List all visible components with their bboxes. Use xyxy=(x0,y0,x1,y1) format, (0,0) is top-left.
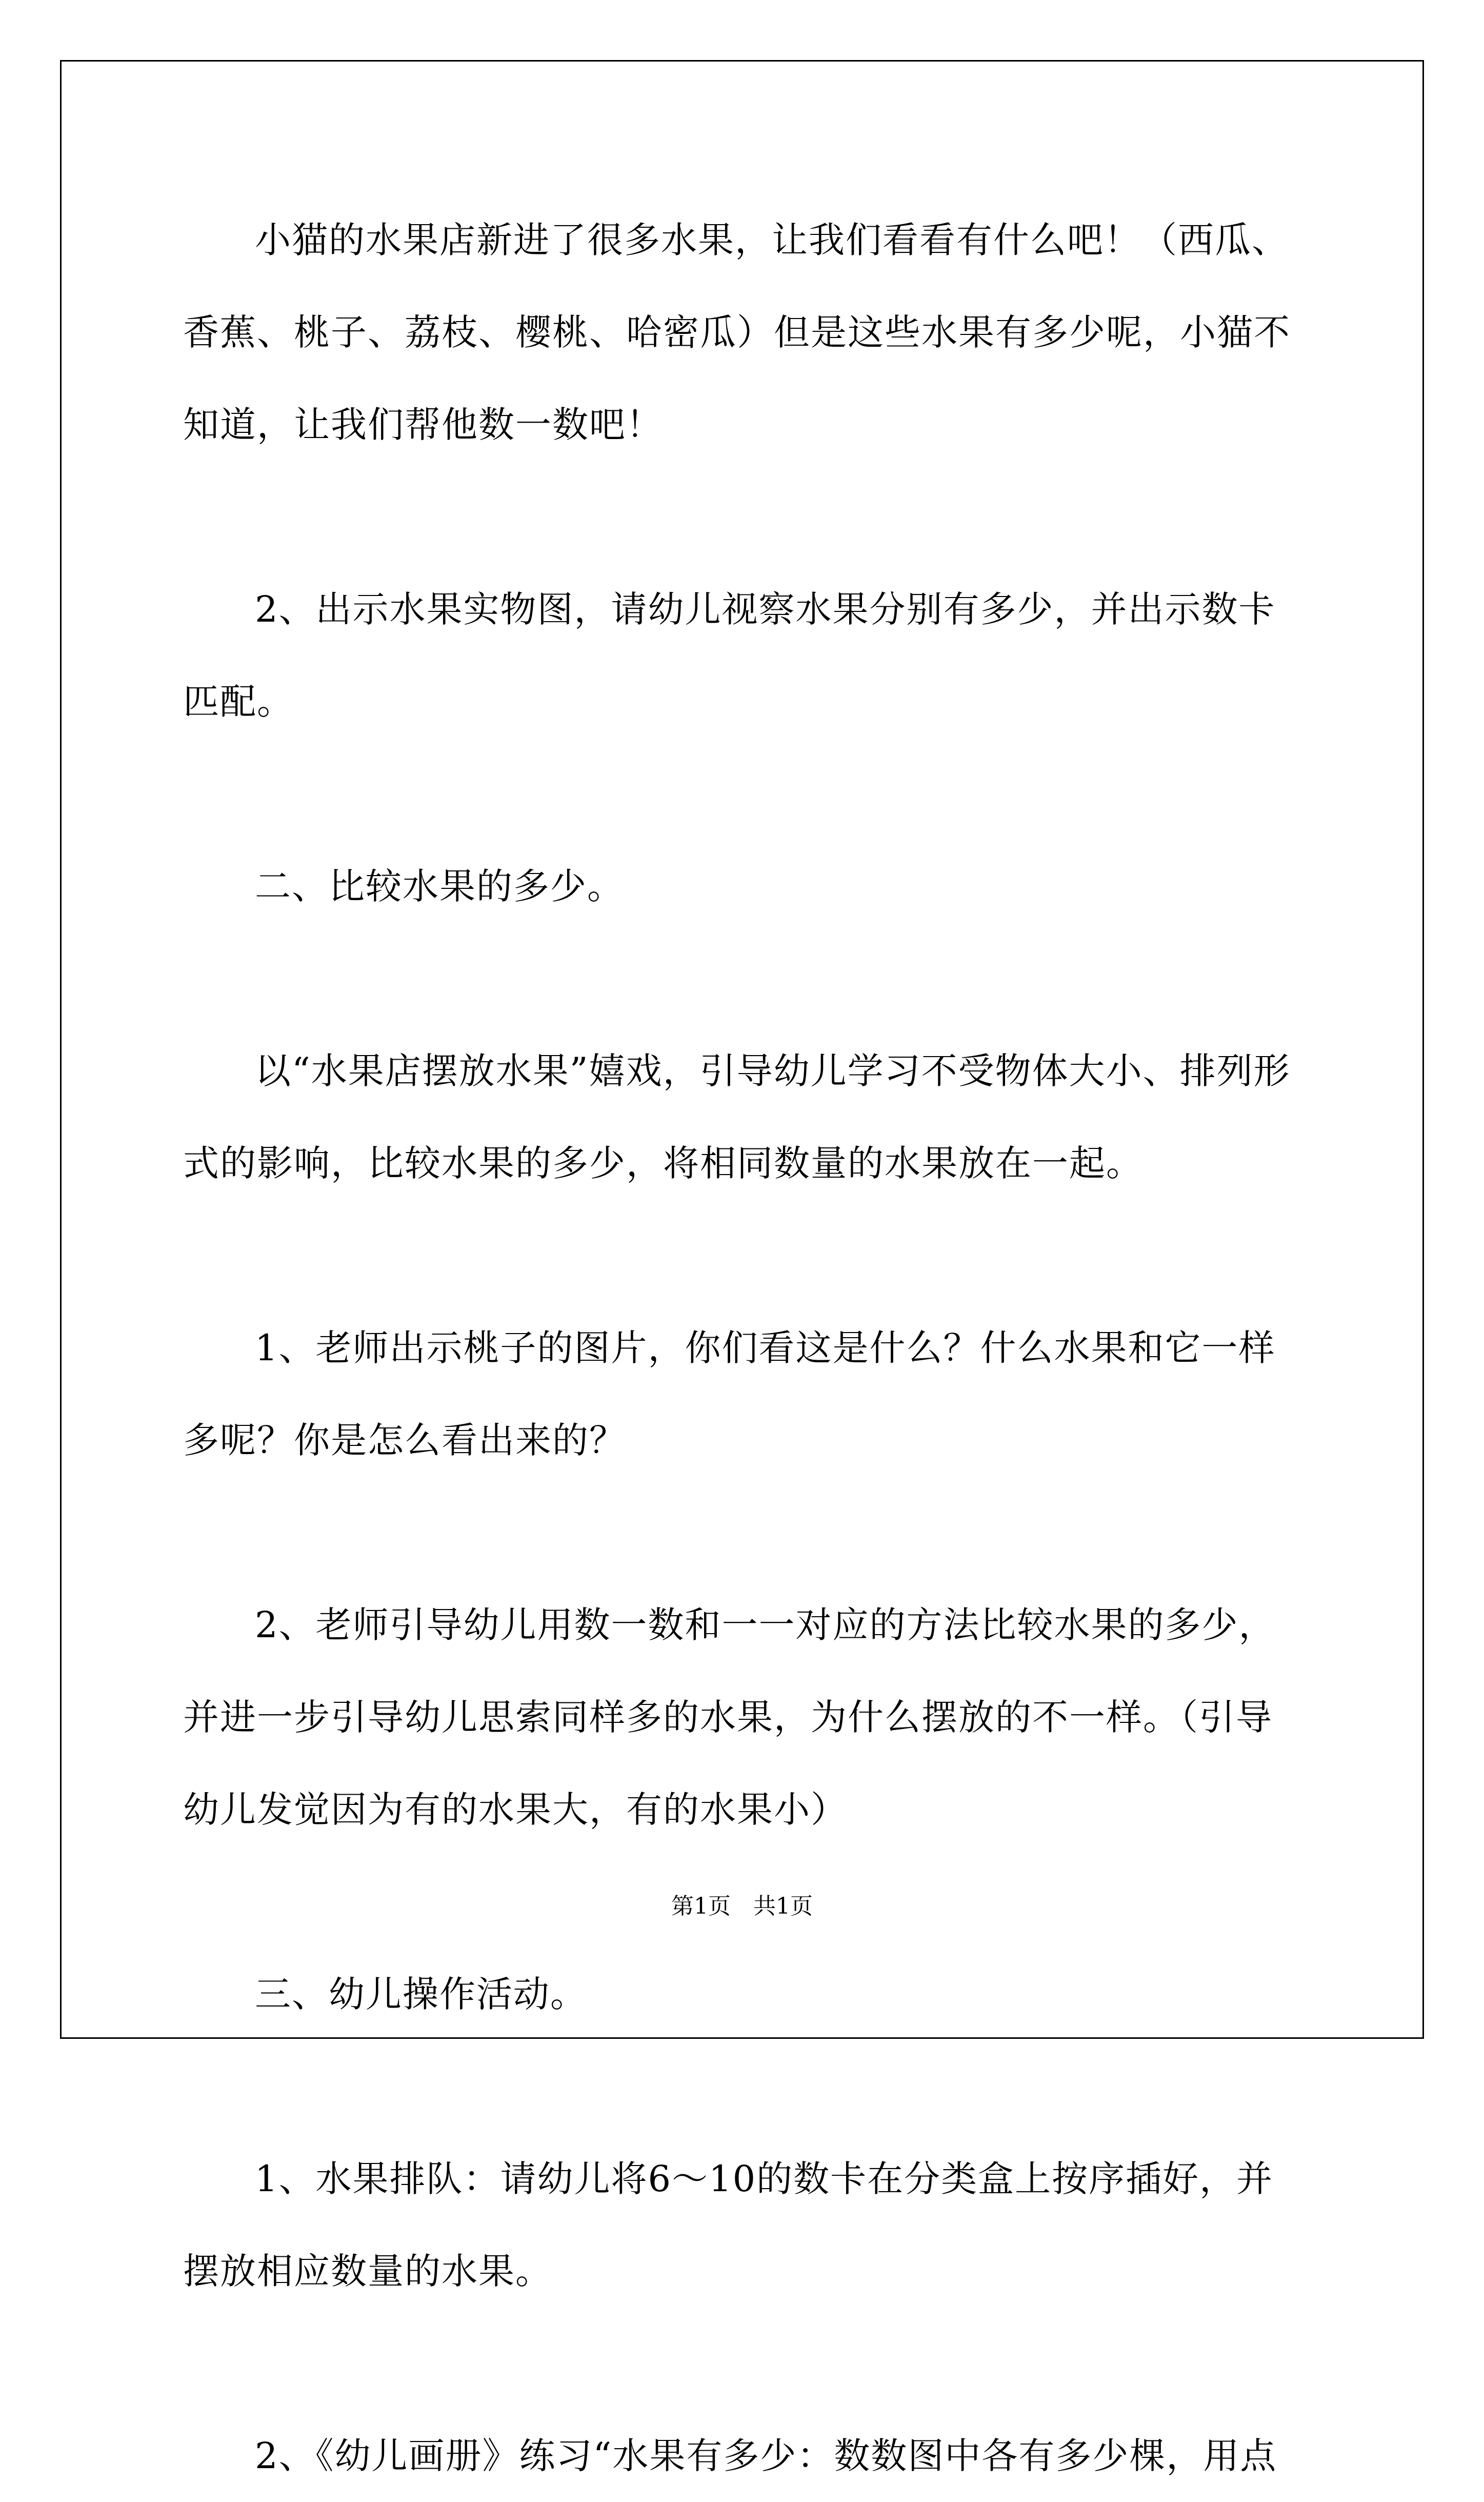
paragraph: 2、老师引导幼儿用数一数和一一对应的方法比较水果的多少，并进一步引导幼儿思索同样多的水果，为什么摆放的不一样。（引导幼儿发觉因为有的水果大，有的水果小） xyxy=(183,1604,1276,1831)
document-body xyxy=(183,194,1309,2502)
paragraph: 二、比较水果的多少。 xyxy=(255,865,624,907)
paragraph: 1、水果排队：请幼儿将6～10的数卡在分类盒上按序插好，并摆放相应数量的水果。 xyxy=(183,2158,1274,2292)
paragraph: 2、《幼儿画册》练习“水果有多少：数数图中各有多少棵，用点 xyxy=(255,2435,1277,2477)
paragraph: 三、幼儿操作活动。 xyxy=(255,1973,587,2015)
paragraph: 2、出示水果实物图，请幼儿视察水果分别有多少，并出示数卡匹配。 xyxy=(183,588,1276,723)
paragraph: 以“水果店摆放水果”嬉戏，引导幼儿学习不受物体大小、排列形式的影响，比较水果的多少，将相同数量的水果放在一起。 xyxy=(183,1050,1291,1184)
paragraph: 小猫的水果店新进了很多水果，让我们看看有什么吧！（西瓜、香蕉、桃子、荔枝、樱桃、哈密瓜）但是这些水果有多少呢，小猫不知道，让我们帮他数一数吧！ xyxy=(183,219,1291,446)
page-footer: 第1页 共1页 xyxy=(671,1893,813,1919)
paragraph: 1、老师出示桃子的图片，你们看这是什么？什么水果和它一样多呢？你是怎么看出来的？ xyxy=(183,1327,1276,1461)
